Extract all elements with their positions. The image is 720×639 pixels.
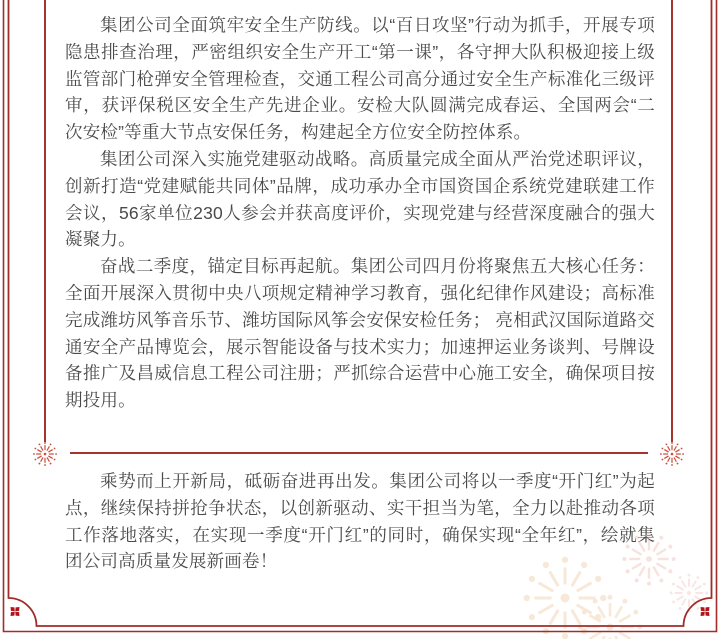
section-divider-line [70,452,648,454]
article-body [65,12,655,414]
corner-ornament-icon [6,603,24,621]
section-frame-left-line [44,0,46,442]
paragraph-outlook: 乘势而上开新局，砥砺奋进再出发。集团公司将以一季度“开门红”为起点，继续保持拼抢争状态，以创新驱动、实干担当为笔，全力以赴推动各项工作落地落实，在实现一季度“开门红”的同时，确保实现“全年红”，绘就集团公司高质量发展新画卷！ [65,471,655,572]
firework-watermark [668,572,710,614]
firework-watermark [575,592,645,639]
firework-icon [659,441,685,467]
firework-icon [32,441,58,467]
section-frame-right-line [671,0,673,442]
paragraph-q2-tasks: 奋战二季度，锚定目标再起航。集团公司四月份将聚焦五大核心任务：全面开展深入贯彻中央八项规定精神学习教育，强化纪律作风建设；高标准完成潍坊风筝音乐节、潍坊国际风筝会安保安检任务； 亮相武汉国际道路交通安全产品博览会，展示智能设备与技术实力；加速押运业务谈判、号牌设备推广及昌威信息工程公司注册；严抓综合运营中心施工安全，确保项目按期投用。 [65,256,655,411]
article-closing [65,468,655,575]
paragraph-safety: 集团公司全面筑牢安全生产防线。以“百日攻坚”行动为抓手，开展专项隐患排查治理，严密组织安全生产开工“第一课”，各守押大队积极迎接上级监管部门枪弹安全管理检查，交通工程公司高分通过安全生产标准化三级评审，获评保税区安全生产先进企业。安检大队圆满完成春运、全国两会“二次安检”等重大节点安保任务，构建起全方位安全防控体系。 [65,15,655,143]
paragraph-party-building: 集团公司深入实施党建驱动战略。高质量完成全面从严治党述职评议，创新打造“党建赋能共同体”品牌，成功承办全市国资国企系统党建联建工作会议，56家单位230人参会并获高度评价，实现党建与经营深度融合的强大凝聚力。 [65,148,655,250]
